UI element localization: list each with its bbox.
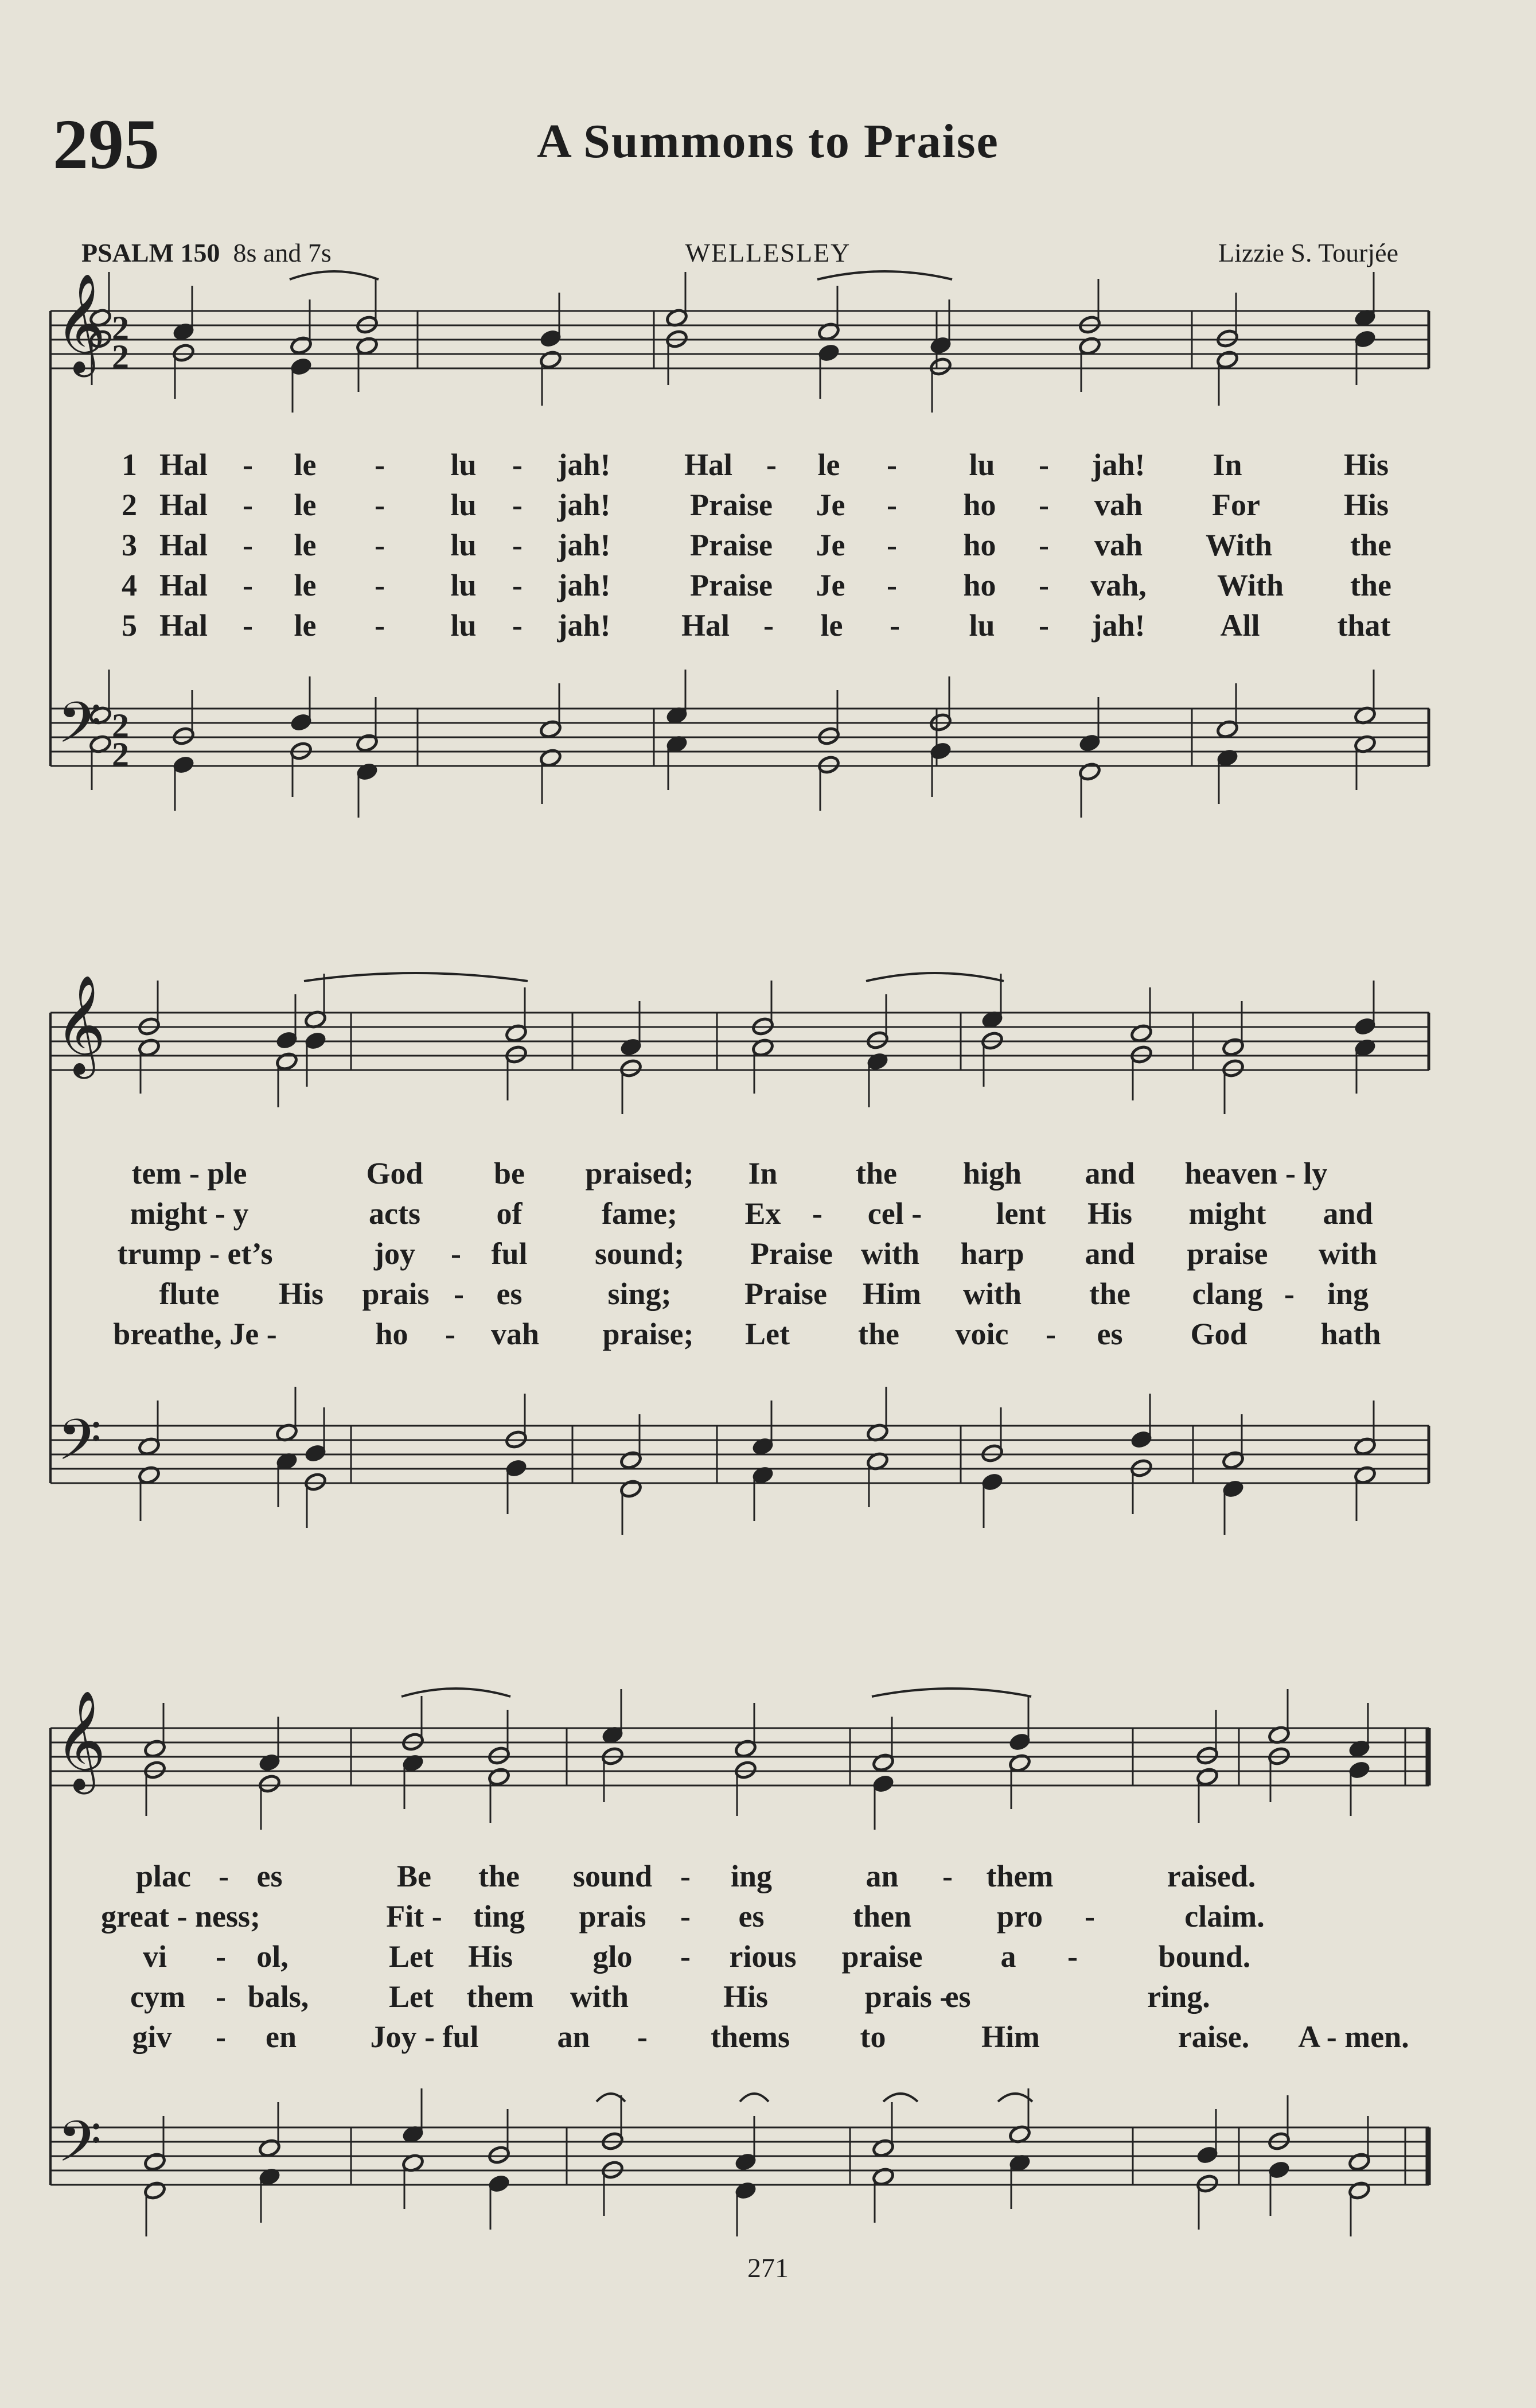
syllable-hyphen: - [512,488,523,522]
syllable-hyphen: - [942,1859,953,1893]
lyric-syllable: His [1343,448,1389,482]
lyric-syllable: sound [572,1859,653,1893]
syllable-hyphen: - [512,608,523,643]
lyric-syllable: lent [996,1196,1046,1231]
page-number: 271 [747,2253,789,2283]
syllable-hyphen: - [243,568,253,602]
lyric-syllable: with [1318,1236,1378,1271]
lyric-syllable: that [1337,608,1391,643]
slur [290,271,379,279]
lyric-syllable: Him [863,1277,921,1311]
syllable-hyphen: - [375,448,385,482]
verse-number: 3 [122,528,137,562]
lyric-syllable: praise [1187,1236,1268,1271]
lyric-syllable: es [256,1859,283,1893]
lyric-syllable: In [1213,448,1242,482]
lyric-syllable: Fit - [386,1899,442,1934]
lyric-syllable: with [962,1277,1022,1311]
lyric-syllable: joy [374,1236,415,1271]
lyric-syllable: lu [450,568,477,602]
meter-label: 8s and 7s [233,238,332,267]
lyric-syllable: an [866,1859,899,1893]
lyric-syllable: Let [389,1939,434,1974]
lyric-line-verse-2 [0,485,1536,525]
lyric-syllable: lu [450,448,477,482]
lyric-syllable: the [1350,568,1391,602]
lyric-syllable: giv [132,2020,172,2054]
lyric-syllable: praise; [602,1317,694,1351]
lyric-syllable: vah, [1090,568,1147,602]
lyric-syllable: Let [745,1317,790,1351]
lyric-syllable: ho [375,1317,408,1351]
lyric-syllable: with [570,1979,629,2014]
lyric-syllable: with [860,1236,920,1271]
slur [998,2094,1032,2102]
slur [872,1689,1031,1697]
lyric-syllable: lu [450,488,477,522]
syllable-hyphen: - [375,528,385,562]
syllable-hyphen: - [1046,1317,1056,1351]
lyric-syllable: With [1217,568,1284,602]
syllable-hyphen: - [887,448,897,482]
lyric-syllable: His [1087,1196,1133,1231]
slur [740,2094,769,2102]
lyric-syllable: lu [450,528,477,562]
lyric-line-verse-2 [0,1193,1536,1234]
lyric-syllable: jah! [557,568,611,602]
hymn-number: 295 [53,105,159,184]
lyric-syllable: praised; [585,1156,694,1191]
lyric-syllable: trump - et’s [117,1236,273,1271]
syllable-hyphen: - [451,1236,461,1271]
syllable-hyphen: - [243,488,253,522]
lyric-syllable: es [496,1277,523,1311]
lyric-syllable: ing [1327,1277,1369,1311]
syllable-hyphen: - [216,1939,226,1974]
lyric-syllable: sound; [594,1236,685,1271]
lyric-syllable: Praise [690,488,773,522]
syllable-hyphen: - [887,488,897,522]
bass-clef-icon: 𝄢 [57,690,102,770]
lyric-syllable: thems [711,2020,790,2054]
syllable-hyphen: - [243,448,253,482]
lyric-syllable: and [1085,1156,1135,1191]
lyric-syllable: jah! [557,448,611,482]
syllable-hyphen: - [763,608,774,643]
lyric-syllable: Praise [690,568,773,602]
lyric-syllable: flute [159,1277,220,1311]
syllable-hyphen: - [216,2020,226,2054]
lyric-syllable: Ex [744,1196,781,1231]
lyric-syllable: le [820,608,843,643]
syllable-hyphen: - [1284,1277,1295,1311]
lyric-syllable: heaven - ly [1184,1156,1328,1191]
composer-name: Lizzie S. Tourjée [1218,238,1398,267]
lyric-syllable: plac [135,1859,192,1893]
syllable-hyphen: - [680,1939,691,1974]
slur [866,973,1004,981]
lyric-syllable: fame; [602,1196,677,1231]
lyric-syllable: jah! [1091,448,1145,482]
lyric-syllable: en [266,2020,297,2054]
lyric-syllable: acts [369,1196,420,1231]
syllable-hyphen: - [512,528,523,562]
lyric-syllable: es [1097,1317,1123,1351]
lyric-syllable: them [986,1859,1054,1893]
lyric-syllable: Him [981,2020,1040,2054]
lyric-syllable: Hal [684,448,733,482]
lyric-syllable: vah [1094,528,1143,562]
syllable-hyphen: - [1039,608,1049,643]
lyric-syllable: Hal [681,608,730,643]
verse-number: 2 [122,488,137,522]
slur [304,973,528,981]
lyric-syllable: the [478,1859,520,1893]
syllable-hyphen: - [890,608,900,643]
lyric-syllable: clang [1192,1277,1263,1311]
syllable-hyphen: - [1085,1899,1095,1934]
lyric-syllable: All [1220,608,1260,643]
lyric-syllable: jah! [557,608,611,643]
syllable-hyphen: - [1039,448,1049,482]
syllable-hyphen: - [454,1277,464,1311]
bass-clef-icon: 𝄢 [57,1407,102,1487]
lyric-syllable: Praise [750,1236,833,1271]
lyric-syllable: Hal [159,608,208,643]
lyric-syllable: hath [1320,1317,1381,1351]
lyric-syllable: Hal [159,528,208,562]
lyric-syllable: In [748,1156,778,1191]
lyric-syllable: tem - ple [131,1156,247,1191]
lyric-syllable: the [858,1317,899,1351]
lyric-line-verse-2 [0,1896,1536,1936]
syllable-hyphen: - [1039,488,1049,522]
time-signature-bottom: 2 [112,338,129,376]
lyric-syllable: be [494,1156,525,1191]
lyric-line-verse-3 [0,1234,1536,1274]
lyric-syllable: praise [841,1939,923,1974]
hymn-title: A Summons to Praise [537,115,999,168]
lyric-syllable: A - men. [1298,2020,1409,2054]
lyric-line-verse-4 [0,1274,1536,1314]
syllable-hyphen: - [243,608,253,643]
lyric-syllable: With [1205,528,1273,562]
lyric-syllable: the [856,1156,897,1191]
syllable-hyphen: - [887,528,897,562]
time-signature-bottom: 2 [112,736,129,773]
lyric-line-verse-3 [0,525,1536,565]
lyric-syllable: jah! [1091,608,1145,643]
syllable-hyphen: - [375,488,385,522]
lyric-syllable: ho [963,528,996,562]
lyric-syllable: His [278,1277,324,1311]
lyric-syllable: to [860,2020,886,2054]
lyric-syllable: God [366,1156,423,1191]
lyric-syllable: cel - [867,1196,922,1231]
lyric-line-verse-5 [0,1314,1536,1354]
lyric-syllable: the [1089,1277,1130,1311]
lyric-syllable: le [294,528,317,562]
psalm-label: PSALM 150 [81,238,220,267]
lyric-syllable: claim. [1184,1899,1265,1934]
syllable-hyphen: - [512,448,523,482]
syllable-hyphen: - [1039,568,1049,602]
lyric-syllable: God [1190,1317,1247,1351]
lyric-syllable: His [1343,488,1389,522]
verse-number: 1 [122,448,137,482]
verse-number: 5 [122,608,137,643]
lyric-syllable: Be [397,1859,431,1893]
lyric-syllable: le [294,608,317,643]
syllable-hyphen: - [216,1979,226,2014]
lyric-line-verse-5 [0,2017,1536,2057]
lyric-syllable: ing [730,1859,773,1893]
lyric-syllable: them [466,1979,534,2014]
syllable-hyphen: - [1039,528,1049,562]
syllable-hyphen: - [243,528,253,562]
slur [883,2094,918,2102]
lyric-syllable: vah [490,1317,540,1351]
lyric-syllable: es [738,1899,765,1934]
lyric-syllable: jah! [557,528,611,562]
lyric-syllable: prais [579,1899,646,1934]
lyric-line-verse-4 [0,565,1536,605]
lyric-syllable: then [852,1899,912,1934]
syllable-hyphen: - [680,1859,691,1893]
syllable-hyphen: - [637,2020,648,2054]
lyric-line-verse-3 [0,1936,1536,1977]
lyric-syllable: might [1188,1196,1266,1231]
syllable-hyphen: - [445,1317,455,1351]
syllable-hyphen: - [219,1859,229,1893]
lyric-syllable: of [496,1196,523,1231]
lyric-syllable: harp [960,1236,1024,1271]
lyric-syllable: Je [816,568,845,602]
lyric-syllable: might - y [130,1196,249,1231]
lyric-syllable: Praise [744,1277,827,1311]
lyric-syllable: lu [969,608,995,643]
lyric-syllable: Je [816,528,845,562]
time-signature-top: 2 [112,707,129,745]
lyric-syllable: prais [362,1277,430,1311]
lyric-syllable: ho [963,568,996,602]
treble-clef-icon: 𝄞 [55,273,106,373]
lyric-line-verse-1 [0,1153,1536,1193]
syllable-hyphen: - [375,608,385,643]
lyric-syllable: jah! [557,488,611,522]
lyric-syllable: the [1350,528,1391,562]
lyric-syllable: Praise [690,528,773,562]
lyric-syllable: vi [142,1939,167,1974]
lyric-syllable: a [1000,1939,1016,1974]
treble-clef-icon: 𝄞 [55,975,106,1075]
lyric-syllable: raised. [1167,1859,1256,1893]
lyric-syllable: great - ness; [101,1899,260,1934]
lyric-syllable: ol, [256,1939,289,1974]
lyric-syllable: rious [729,1939,797,1974]
lyric-syllable: voic [955,1317,1009,1351]
lyric-syllable: and [1323,1196,1373,1231]
slur [817,271,952,279]
lyric-syllable: breathe, Je - [113,1317,277,1351]
lyric-syllable: ful [491,1236,528,1271]
lyric-syllable: For [1212,488,1260,522]
lyric-syllable: His [467,1939,513,1974]
syllable-hyphen: - [375,568,385,602]
verse-number: 4 [122,568,137,602]
syllable-hyphen: - [512,568,523,602]
syllable-hyphen: - [766,448,777,482]
lyric-syllable: raise. [1178,2020,1250,2054]
lyric-syllable: bals, [247,1979,309,2014]
lyric-syllable: Let [389,1979,434,2014]
lyric-syllable: pro [996,1899,1043,1934]
lyric-syllable: ting [473,1899,525,1934]
lyric-syllable: and [1085,1236,1135,1271]
syllable-hyphen: - [812,1196,822,1231]
tune-name: WELLESLEY [685,238,851,267]
time-signature-top: 2 [112,309,129,347]
syllable-hyphen: - [1067,1939,1078,1974]
lyric-syllable: sing; [607,1277,672,1311]
lyric-syllable: le [294,448,317,482]
lyric-line-verse-1 [0,445,1536,485]
lyric-line-verse-1 [0,1856,1536,1896]
lyric-syllable: glo [592,1939,633,1974]
lyric-line-verse-4 [0,1977,1536,2017]
syllable-hyphen: - [680,1899,691,1934]
lyric-syllable: cym [130,1979,185,2014]
lyric-syllable: ring. [1147,1979,1210,2014]
lyric-syllable: lu [450,608,477,643]
lyric-syllable: es [945,1979,971,2014]
lyric-syllable: high [962,1156,1022,1191]
lyric-syllable: ho [963,488,996,522]
lyric-syllable: bound. [1158,1939,1251,1974]
treble-clef-icon: 𝄞 [55,1690,106,1790]
lyric-syllable: Je [816,488,845,522]
lyric-syllable: vah [1094,488,1143,522]
lyric-syllable: Hal [159,448,208,482]
lyric-syllable: Hal [159,568,208,602]
lyric-line-verse-5 [0,605,1536,645]
lyric-syllable: Hal [159,488,208,522]
lyric-syllable: prais - [864,1979,950,2014]
bass-clef-icon: 𝄢 [57,2109,102,2189]
lyric-syllable: le [294,568,317,602]
lyric-syllable: le [817,448,840,482]
lyric-syllable: le [294,488,317,522]
lyric-syllable: Joy - ful [370,2020,479,2054]
syllable-hyphen: - [887,568,897,602]
slur [401,1689,510,1697]
lyric-syllable: lu [969,448,995,482]
lyric-syllable: an [557,2020,590,2054]
lyric-syllable: His [723,1979,769,2014]
